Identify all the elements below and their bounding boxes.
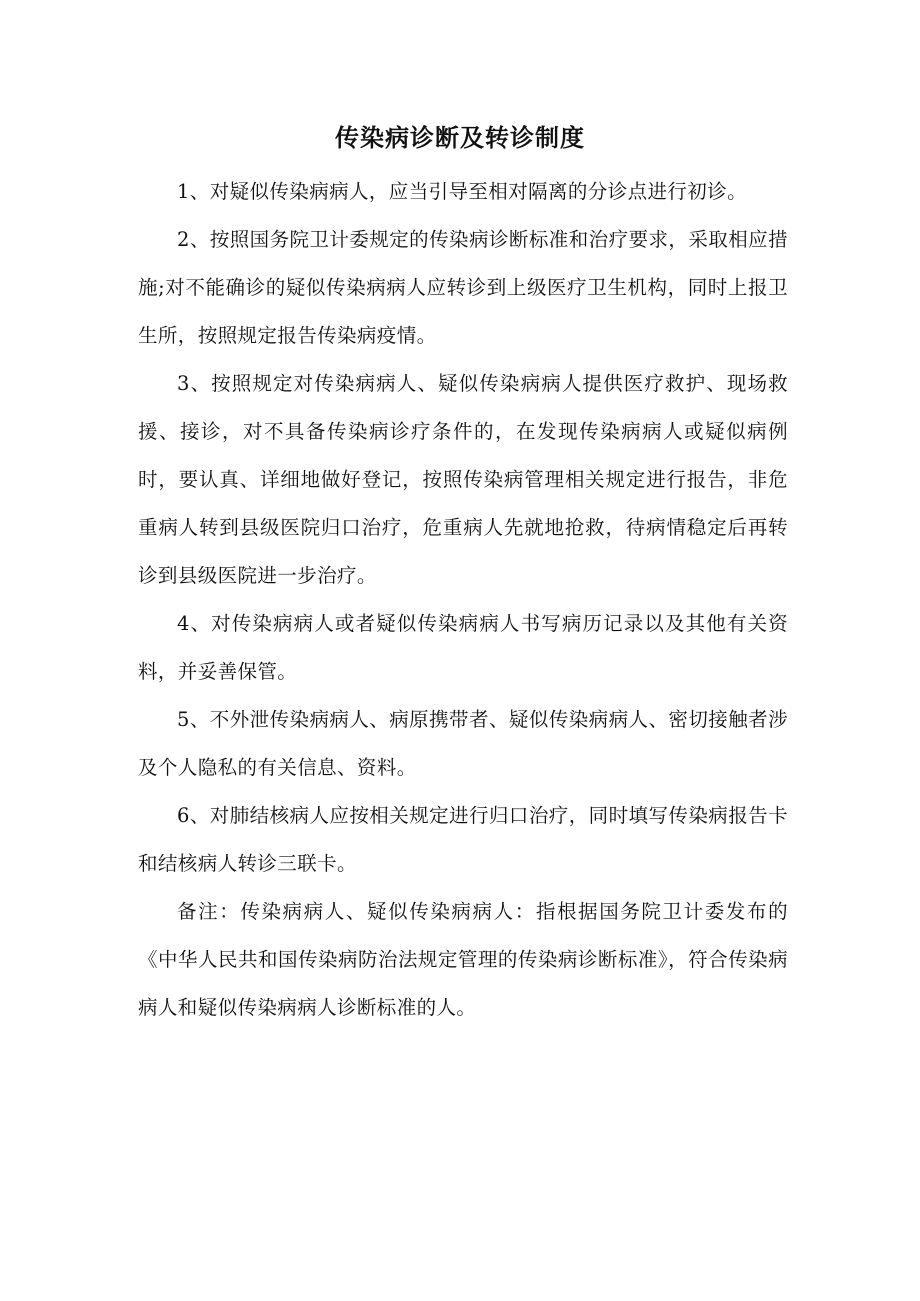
paragraph-3: 3、按照规定对传染病病人、疑似传染病病人提供医疗救护、现场救援、接诊，对不具备传染病诊疗条件的，在发现传染病病人或疑似病例时，要认真、详细地做好登记，按照传染病管理相关规定进行报告，非危重病人转到县级医院归口治疗，危重病人先就地抢救，待病情稳定后再转诊到县级医院进一步治疗。 bbox=[138, 372, 788, 587]
paragraph-6: 6、对肺结核病人应按相关规定进行归口治疗，同时填写传染病报告卡和结核病人转诊三联卡。 bbox=[138, 804, 788, 875]
document-title: 传染病诊断及转诊制度 bbox=[335, 124, 585, 152]
paragraph-4: 4、对传染病病人或者疑似传染病病人书写病历记录以及其他有关资料，并妥善保管。 bbox=[138, 612, 788, 683]
paragraph-1: 1、对疑似传染病病人，应当引导至相对隔离的分诊点进行初诊。 bbox=[177, 180, 748, 203]
document-body bbox=[138, 168, 788, 1032]
note-paragraph: 备注：传染病病人、疑似传染病病人：指根据国务院卫计委发布的《中华人民共和国传染病防治法规定管理的传染病诊断标准》，符合传染病病人和疑似传染病病人诊断标准的人。 bbox=[138, 900, 788, 1019]
paragraph-5: 5、不外泄传染病病人、病原携带者、疑似传染病病人、密切接触者涉及个人隐私的有关信息、资料。 bbox=[138, 708, 788, 779]
paragraph-2: 2、按照国务院卫计委规定的传染病诊断标准和治疗要求，采取相应措施;对不能确诊的疑似传染病病人应转诊到上级医疗卫生机构，同时上报卫生所，按照规定报告传染病疫情。 bbox=[138, 228, 788, 347]
